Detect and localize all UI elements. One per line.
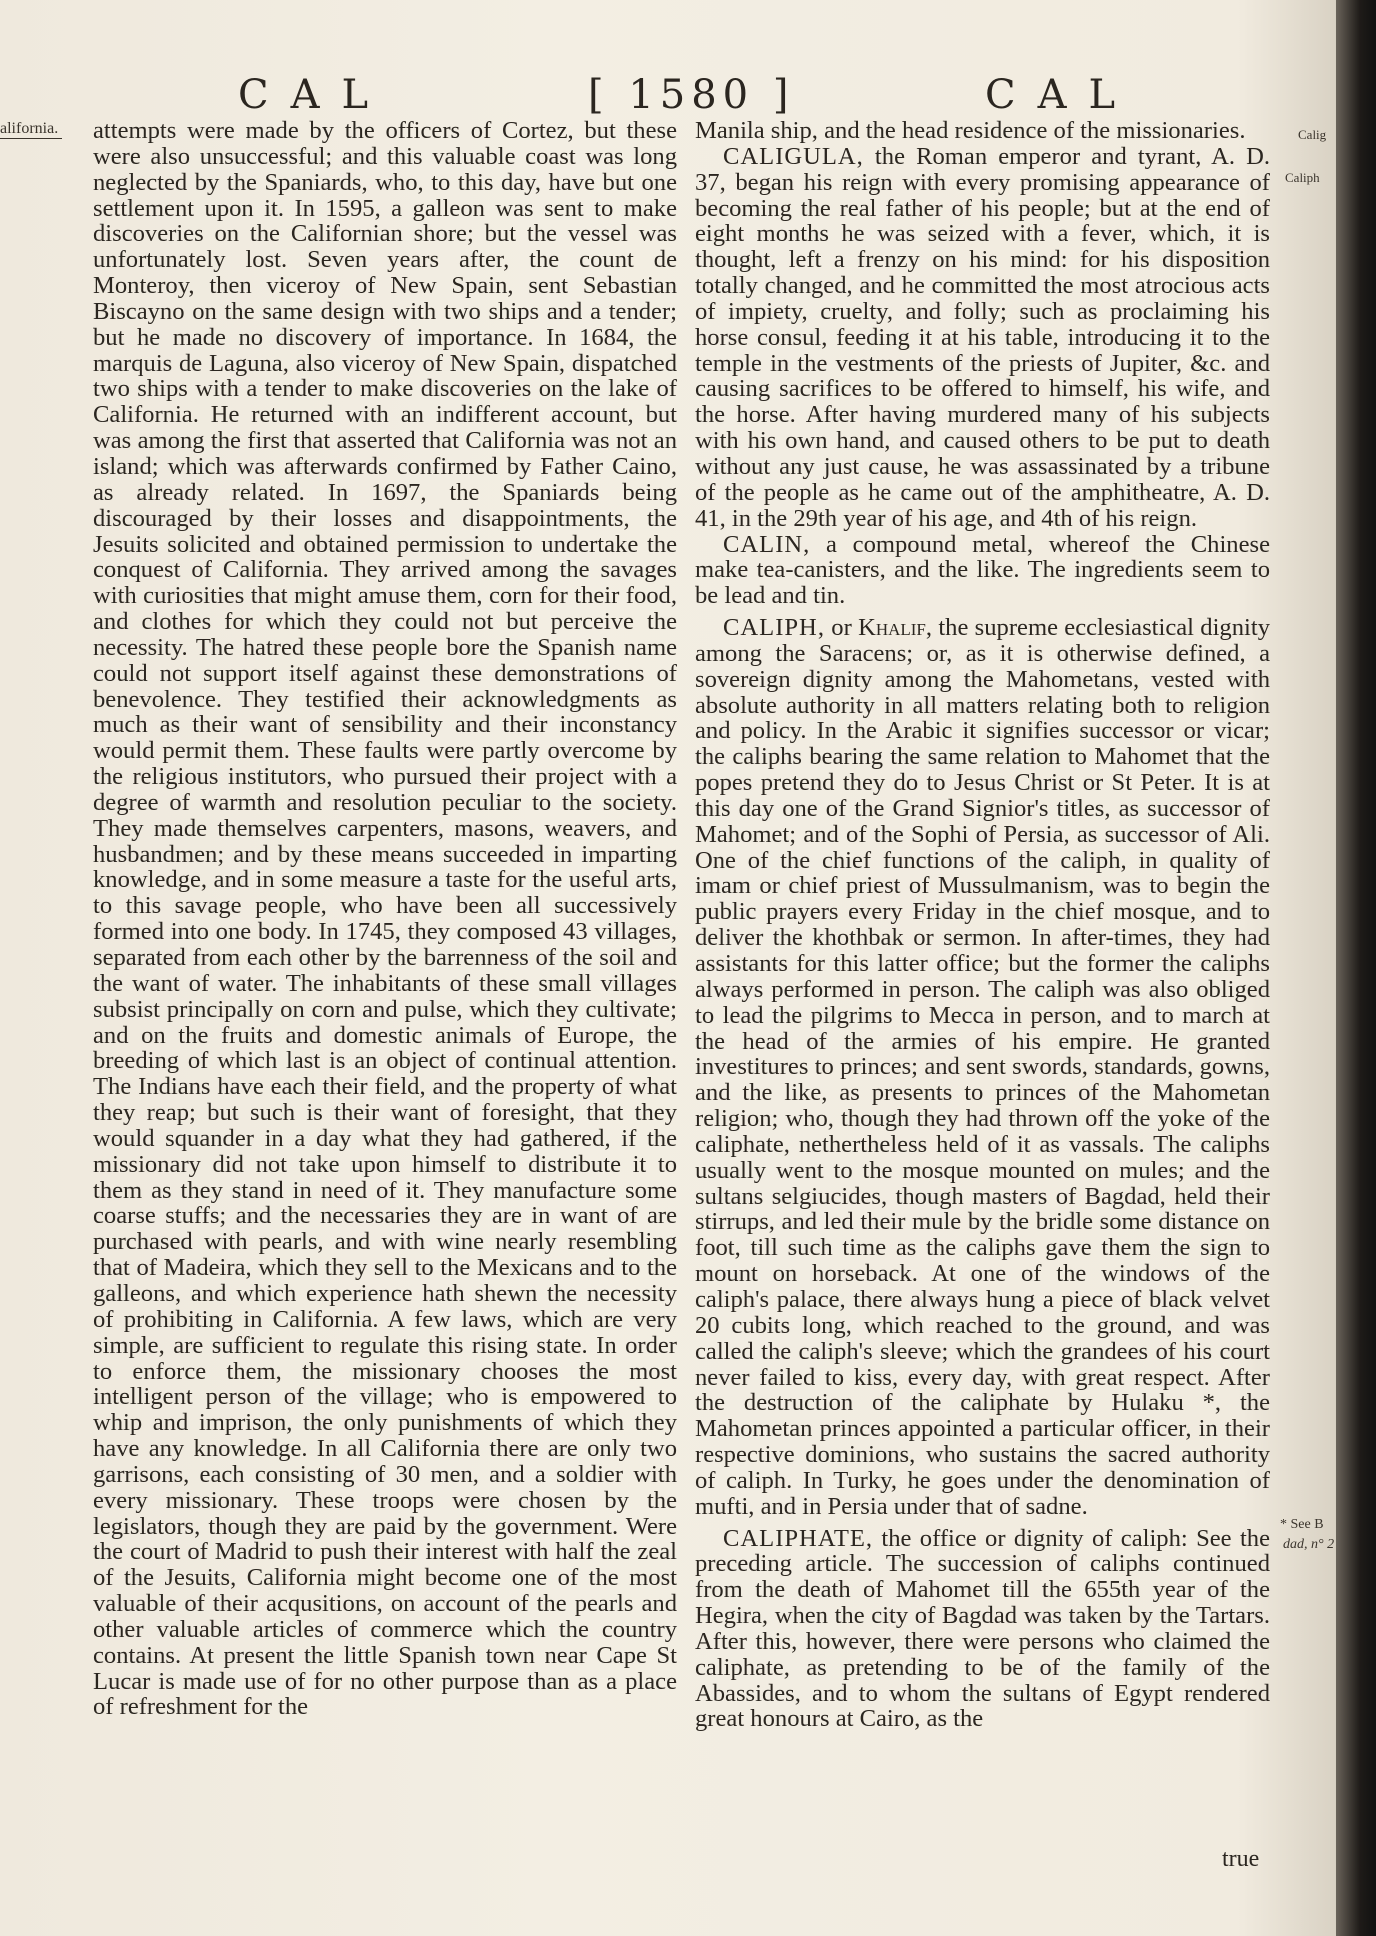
entry-caligula-text: the Roman emperor and tyrant, A. D. 37, began his reign with every promising appearance of becoming the real father of his people; but at the end of eight months he was seized with a fever, which, it is thought, left a frenzy on his mind: for his disposition totally changed, and he committed the most atrocious acts of impiety, cruelty, and folly; such as proclaiming his horse consul, feeding it at his table, introducing it to the temple in the vestments of the priests of Jupiter, &c. and causing sacrifices to be offered to himself, his wife, and the horse. After having murdered many of his subjects with his own hand, and caused others to be put to death without any just cause, he was assassinated by a tribune of the people as he came out of the amphitheatre, A. D. 41, in the 29th year of his age, and 4th of his reign. xyxy=(695,142,1270,532)
right-column xyxy=(695,118,1270,1732)
entry-caliph-text: the supreme ecclesiastical dignity among the Saracens; or, as it is otherwise defined, a sovereign dignity among the Mahometans, vested with absolute authority in all matters relating both to religion and policy. In the Arabic it signifies successor or vicar; the caliphs bearing the same relation to Mahomet that the popes pretend they do to Jesus Christ or St Peter. It is at this day one of the Grand Signior's titles, as successor of Mahomet; and of the Sophi of Persia, as successor of Ali. One of the chief functions of the caliph, in quality of imam or chief priest of Mussulmanism, was to begin the public prayers every Friday in the chief mosque, and to deliver the khothbak or sermon. In after-times, they had assistants for this latter office; but the former the caliphs always performed in person. The caliph was also obliged to lead the pilgrims to Mecca in person, and to march at the head of the armies of his empire. He granted investitures to princes; and sent swords, standards, gowns, and the like, as presents to princes of the Mahometan religion; who, though they had thrown off the yoke of the caliphate, nethertheless held of it as vassals. The caliphs usually went to the mosque mounted on mules; and the sultans selgiucides, though masters of Bagdad, held their stirrups, and led their mule by the bridle some distance on foot, till such time as the caliphs gave them the sign to mount on horseback. At one of the windows of the caliph's palace, there always hung a piece of black velvet 20 cubits long, which reached to the ground, and was called the caliph's sleeve; which the grandees of his court never failed to kiss, every day, with great respect. After the destruction of the caliphate by Hulaku *, the Mahometan princes appointed a particular officer, in their respective dominions, who sustains the sacred authority of caliph. In Turky, he goes under the denomination of mufti, and in Persia under that of sadne. xyxy=(695,614,1270,1520)
headword-khalif: Khalif, xyxy=(858,614,933,642)
california-end: Manila ship, and the head residence of the missionaries. xyxy=(695,117,1246,144)
margin-note-caliphs: Caliph xyxy=(1285,170,1320,185)
running-head-left: CAL xyxy=(238,72,391,118)
headword-caliph: CALIPH, xyxy=(723,614,825,642)
california-continuation: attempts were made by the officers of Cortez, but these were also unsuccessful; and this valuable coast was long neglected by the Spaniards, who, to this day, have but one settlement upon it. In 1595, a galleon was sent to make discoveries on the Californian shore; but the vessel was unfortunately lost. Seven years after, the count de Monteroy, then viceroy of New Spain, sent Sebastian Biscayno on the same design with two ships and a tender; but he made no discovery of importance. In 1684, the marquis de Laguna, also viceroy of New Spain, dispatched two ships with a tender to make discoveries on the lake of California. He returned with an indifferent account, but was among the first that asserted that California was not an island; which was afterwards confirmed by Father Caino, as already related. In 1697, the Spaniards being discouraged by their losses and disappointments, the Jesuits solicited and obtained permission to undertake the conquest of California. They arrived among the savages with curiosities that might amuse them, corn for their food, and clothes for which they could not but perceive the necessity. The hatred these people bore the Spanish name could not support itself against these demonstrations of benevolence. They testified their acknowledgments as much as their want of sensibility and their inconstancy would permit them. These faults were partly overcome by the religious institutors, who pursued their project with a degree of warmth and resolution peculiar to the society. They made themselves carpenters, masons, weavers, and husbandmen; and by these means succeeded in imparting knowledge, and in some measure a taste for the useful arts, to this savage people, who have been all successively formed into one body. In 1745, they composed 43 villages, separated from each other by the barrenness of the soil and the want of water. The inhabitants of these small villages subsist principally on corn and pulse, which they cultivate; and on the fruits and domestic animals of Europe, the breeding of which last is an object of continual attention. The Indians have each their field, and the property of what they reap; but such is their want of foresight, that they would squander in a day what they had gathered, if the missionary did not take upon himself to distribute it to them as they stand in need of it. They manufacture some coarse stuffs; and the necessaries they are in want of are purchased with pearls, and with wine nearly resembling that of Madeira, which they sell to the Mexicans and to the galleons, and which experience hath shewn the necessity of prohibiting in California. A few laws, which are very simple, are sufficient to regulate this rising state. In order to enforce them, the missionary chooses the most intelligent person of the village; who is empowered to whip and imprison, the only punishments of which they have any knowledge. In all California there are only two garrisons, each consisting of 30 men, and a soldier with every missionary. These troops were chosen by the legislators, though they are paid by the government. Were the court of Madrid to push their interest with half the zeal of the Jesuits, California might become one of the most valuable of their acqusitions, on account of the pearls and other valuable articles of commerce which the country contains. At present the little Spanish town near Cape St Lucar is made use of for no other purpose than as a place of refreshment for the xyxy=(93,117,677,1721)
headword-caliphate: CALIPHATE, xyxy=(723,1524,874,1552)
headword-calin: CALIN, xyxy=(723,530,811,558)
entry-caliphate xyxy=(695,1526,1270,1733)
footnote-dad: dad, n° 2 xyxy=(1283,1537,1335,1552)
footnote-see: * See B xyxy=(1280,1517,1324,1532)
left-column xyxy=(93,118,677,1720)
catchword: true xyxy=(1222,1846,1260,1872)
entry-caliph xyxy=(695,615,1270,1520)
entry-caligula xyxy=(695,144,1270,532)
entry-caliph-or: or xyxy=(824,614,859,642)
headword-caligula: CALIGULA, xyxy=(723,142,864,170)
book-gutter-shadow xyxy=(1336,0,1376,1936)
margin-note-california: alifornia. xyxy=(0,120,62,139)
running-head xyxy=(0,72,1376,122)
entry-calin xyxy=(695,532,1270,610)
margin-note-caligula: Calig xyxy=(1298,127,1327,142)
running-head-right: CAL xyxy=(985,72,1138,118)
entry-caliphate-text: the office or dignity of caliph: See the preceding article. The succession of caliphs continued from the death of Mahomet till the 655th year of the Hegira, when the city of Bagdad was taken by the Tartars. After this, however, there were persons who claimed the caliphate, as pretending to be of the family of the Abassides, and to whom the sultans of Egypt rendered great honours at Cairo, as the xyxy=(695,1524,1270,1733)
page-number: [ 1580 ] xyxy=(588,72,795,118)
entry-calin-text: a compound metal, whereof the Chinese make tea-canisters, and the like. The ingredients seem to be lead and tin. xyxy=(695,530,1270,610)
